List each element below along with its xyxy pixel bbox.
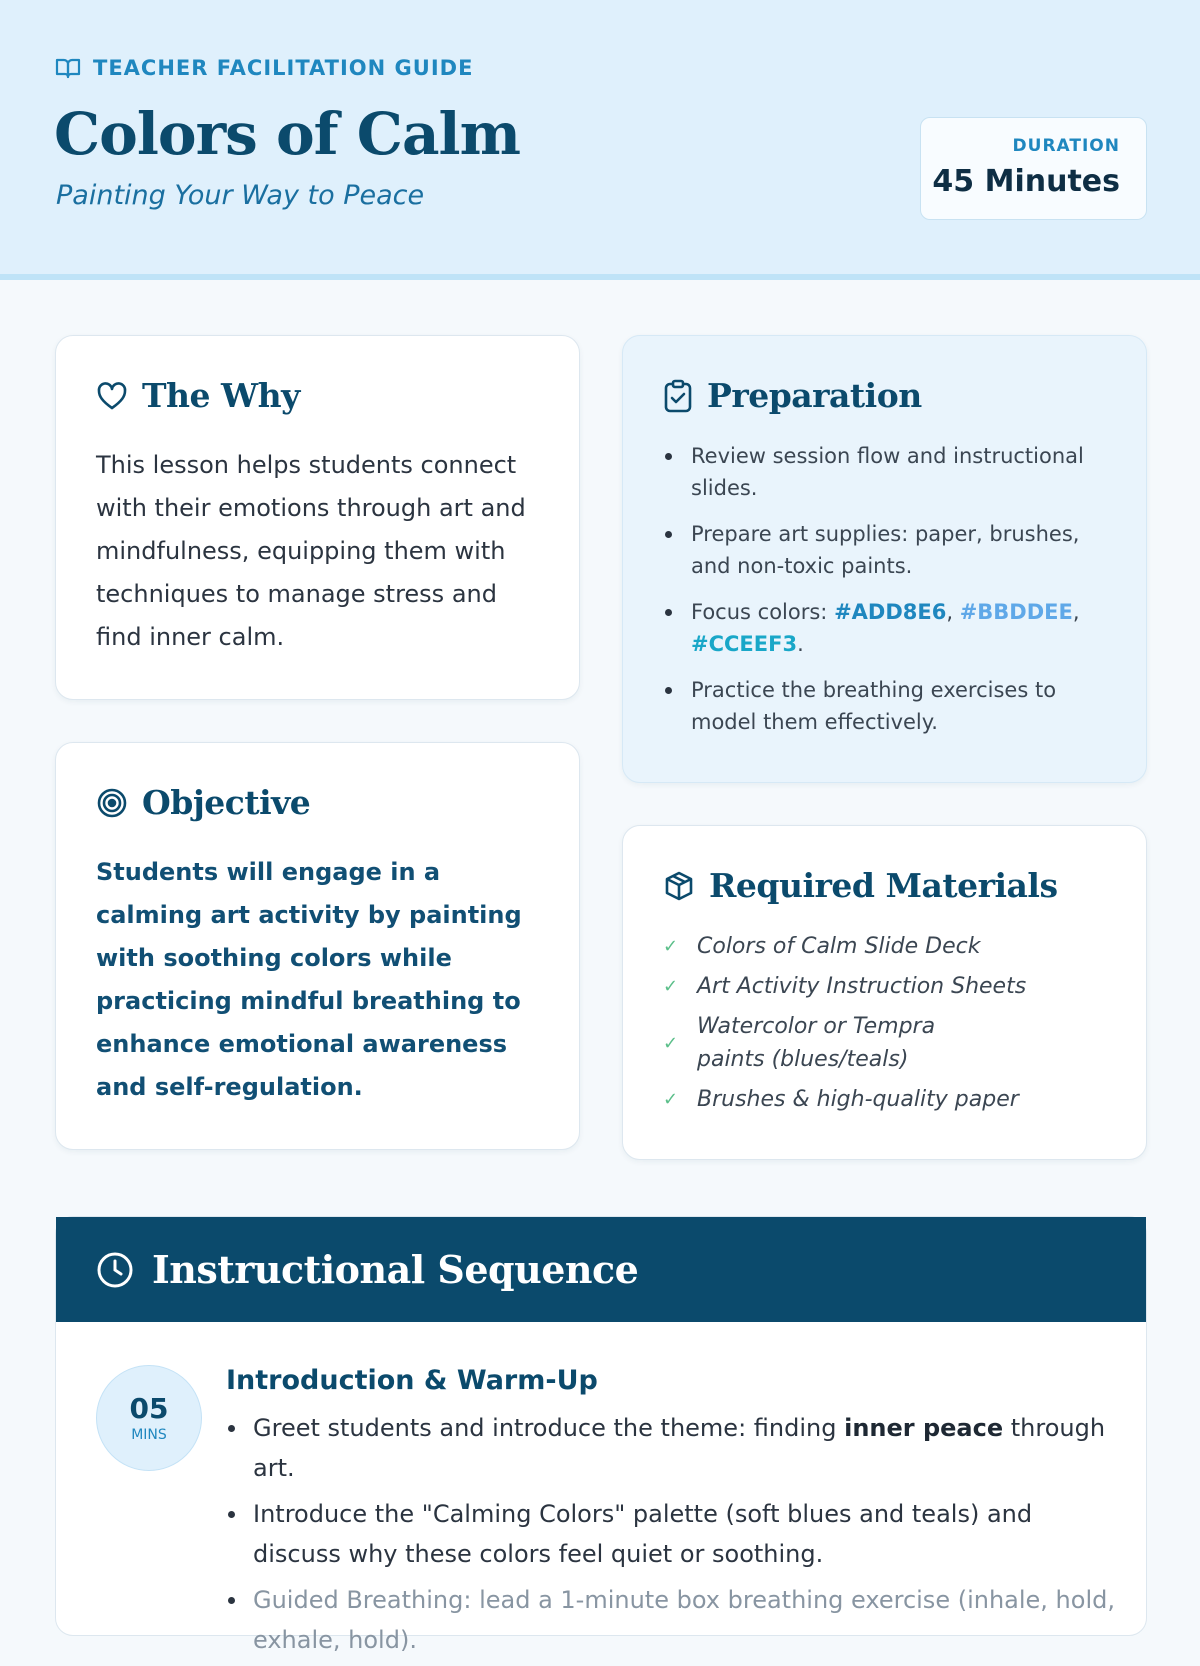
material-label: Watercolor or Tempra paints (blues/teals) <box>697 1014 936 1072</box>
check-icon: ✓ <box>663 1032 679 1054</box>
check-icon: ✓ <box>663 936 679 957</box>
check-icon: ✓ <box>663 976 679 997</box>
list-item: Prepare art supplies: paper, brushes, and non-toxic paints. <box>663 518 1112 582</box>
bullet-text: Greet students and introduce the theme: finding <box>253 1414 845 1442</box>
instructional-sequence <box>55 1216 1147 1654</box>
check-icon: ✓ <box>663 1089 679 1110</box>
clipboard-check-icon <box>663 379 693 413</box>
objective-heading <box>96 783 310 822</box>
list-item <box>663 930 1112 963</box>
list-item <box>663 1010 1112 1076</box>
eyebrow-text: TEACHER FACILITATION GUIDE <box>93 56 474 80</box>
heart-icon <box>96 381 128 411</box>
header <box>0 0 1200 280</box>
separator: , <box>946 600 960 624</box>
step-duration-badge <box>96 1365 202 1471</box>
list-item <box>663 1083 1112 1116</box>
preparation-list <box>663 440 1112 752</box>
materials-title: Required Materials <box>709 866 1058 905</box>
preparation-heading <box>663 376 922 415</box>
material-label: Brushes & high-quality paper <box>697 1087 1019 1112</box>
period: . <box>797 632 804 656</box>
guide-label <box>55 56 473 80</box>
why-text: This lesson helps students connect with their emotions through art and mindfulness, equipping them with techniques to manage stress and find inner calm. <box>96 451 526 651</box>
step-content <box>226 1365 1116 1666</box>
clock-icon <box>96 1251 134 1289</box>
page-title: Colors of Calm <box>54 100 520 168</box>
list-item <box>663 970 1112 1003</box>
list-item: Introduce the "Calming Colors" palette (soft blues and teals) and discuss why these colors feel quiet or soothing. <box>226 1494 1116 1574</box>
why-card <box>55 335 580 700</box>
bullet-text: through art. <box>253 1414 1106 1482</box>
box-icon <box>663 870 695 902</box>
duration-value: 45 Minutes <box>932 164 1120 199</box>
separator: , <box>1072 600 1080 624</box>
materials-heading <box>663 866 1058 905</box>
preparation-card <box>622 335 1147 783</box>
step-minutes: 05 <box>129 1392 169 1425</box>
objective-text: Students will engage in a calming art activity by painting with soothing colors while practicing mindful breathing to enhance emotional awareness and self-regulation. <box>96 858 522 1101</box>
list-item <box>226 1408 1116 1488</box>
step-title: Introduction & Warm-Up <box>226 1365 598 1396</box>
materials-card <box>622 825 1147 1160</box>
material-label: Colors of Calm Slide Deck <box>697 934 981 959</box>
objective-title: Objective <box>142 783 311 822</box>
bullet-bold: inner peace <box>844 1414 1004 1442</box>
step-list <box>226 1408 1116 1660</box>
why-heading <box>96 376 300 415</box>
preparation-title: Preparation <box>707 376 922 415</box>
objective-card <box>55 742 580 1150</box>
list-item: Review session flow and instructional slides. <box>663 440 1112 504</box>
why-title: The Why <box>142 376 300 415</box>
list-item: Practice the breathing exercises to model them effectively. <box>663 674 1112 738</box>
list-item-focus-colors <box>663 596 1112 660</box>
sequence-title: Instructional Sequence <box>152 1247 639 1292</box>
target-icon <box>96 787 128 819</box>
focus-color-1: #ADD8E6 <box>834 600 947 624</box>
book-icon <box>55 56 81 80</box>
step-unit: MINS <box>131 1427 167 1443</box>
duration-label: DURATION <box>1012 136 1120 156</box>
focus-colors-label: Focus colors: <box>691 600 835 624</box>
focus-color-2: #BBDDEE <box>959 600 1073 624</box>
sequence-header <box>56 1217 1146 1322</box>
focus-color-3: #CCEEF3 <box>691 632 798 656</box>
list-item: Guided Breathing: lead a 1-minute box breathing exercise (inhale, hold, exhale, hold). <box>226 1580 1116 1660</box>
duration-card <box>920 117 1147 220</box>
material-label: Art Activity Instruction Sheets <box>697 974 1027 999</box>
materials-list <box>663 930 1112 1123</box>
page-subtitle: Painting Your Way to Peace <box>56 180 425 211</box>
